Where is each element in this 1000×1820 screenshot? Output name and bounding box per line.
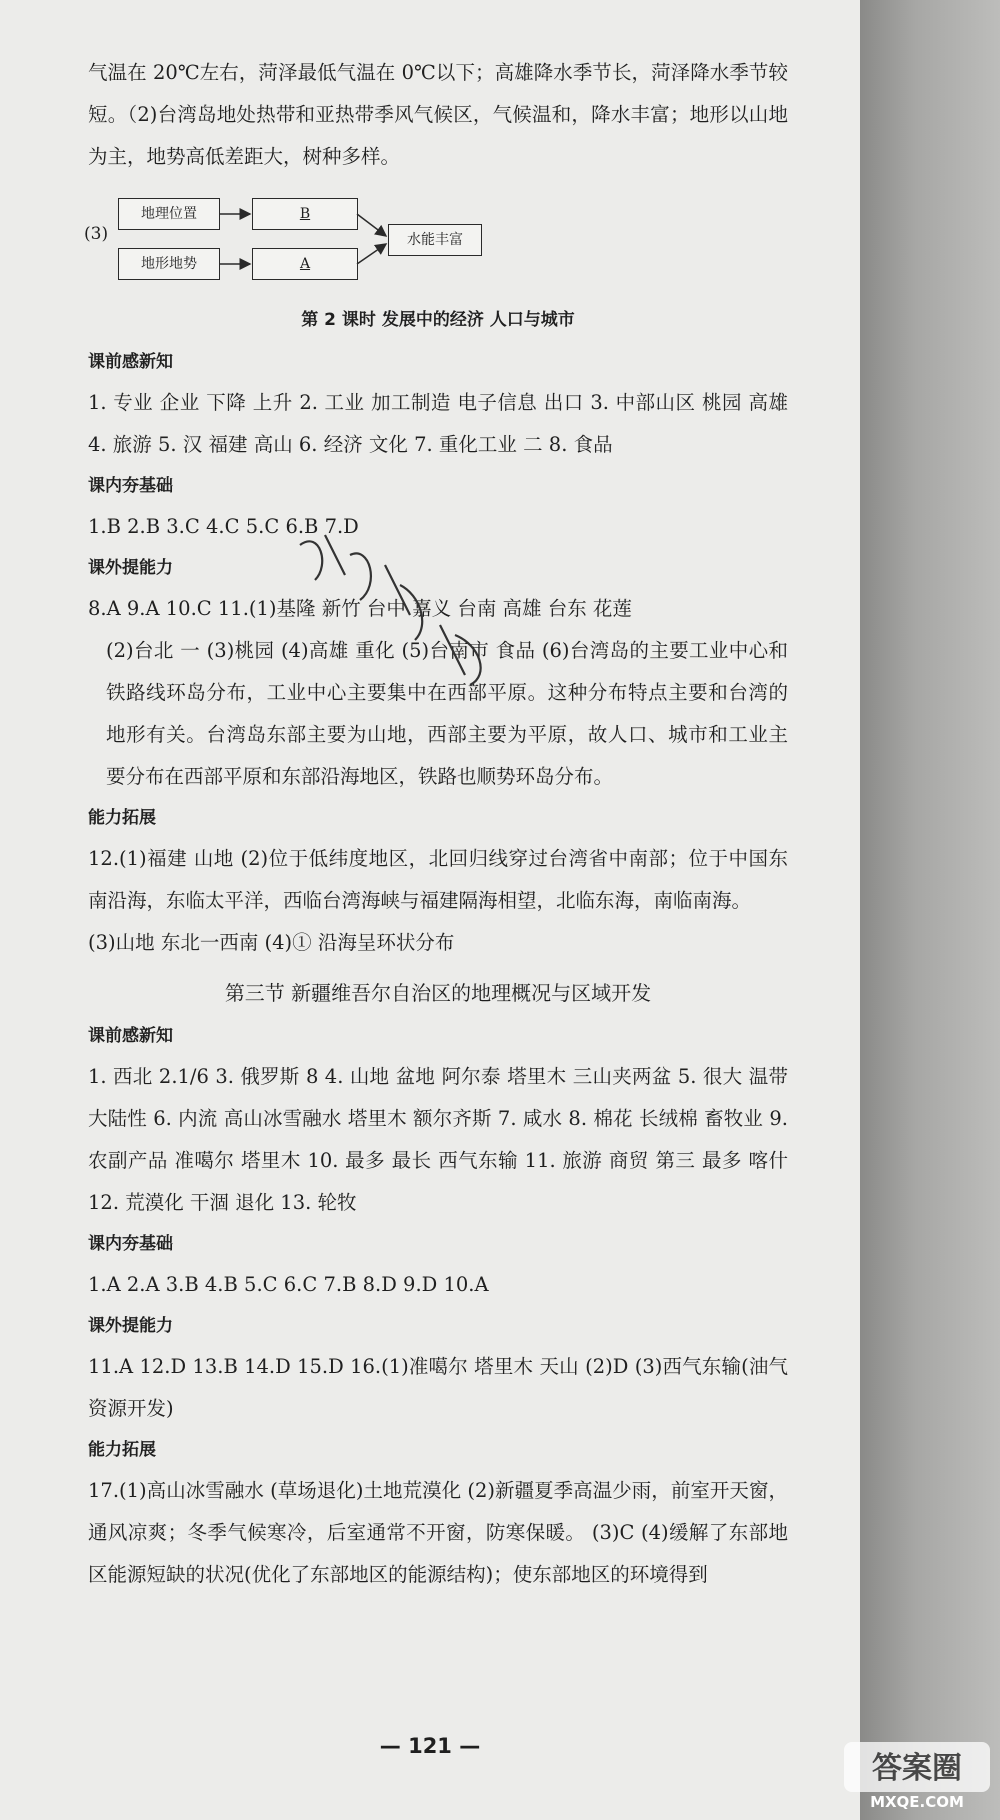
scan-edge — [860, 0, 1000, 1820]
s2-heading-basic: 课内夯基础 — [88, 1234, 173, 1254]
s2-pre-answers: 1. 西北 2.1/6 3. 俄罗斯 8 4. 山地 盆地 阿尔泰 塔里木 三山夹两盆 5. 很大 温带大陆性 6. 内流 高山冰雪融水 塔里木 额尔齐斯 7. 咸水 8. 棉花 长绒棉 畜牧业 9. 农副产品 准噶尔 塔里木 10. 最多 最长 西气东输 11. 旅游 商贸 第三 最多 喀什 12. 荒漠化 干涸 退化 13. 轮牧 — [88, 1065, 788, 1214]
arrow-4 — [357, 244, 386, 264]
s1-heading-ability: 课外提能力 — [88, 558, 173, 578]
box-geo-position: 地理位置 — [118, 198, 220, 230]
s1-extend-answers-a: 12.(1)福建 山地 (2)位于低纬度地区，北回归线穿过台湾省中南部；位于中国东南沿海，东临太平洋，西临台湾海峡与福建隔海相望，北临东海，南临南海。 — [88, 847, 788, 912]
s2-heading-extend: 能力拓展 — [88, 1440, 156, 1460]
s1-heading-extend: 能力拓展 — [88, 808, 156, 828]
s1-ability-answers-a: 8.A 9.A 10.C 11.(1)基隆 新竹 台中 嘉义 台南 高雄 台东 花莲 — [88, 597, 632, 620]
s1-heading-basic: 课内夯基础 — [88, 476, 173, 496]
s2-extend-answers: 17.(1)高山冰雪融水 (草场退化)土地荒漠化 (2)新疆夏季高温少雨，前室开天窗，通风凉爽；冬季气候寒冷，后室通常不开窗，防寒保暖。 (3)C (4)缓解了东部地区能源短缺的状况(优化了东部地区的能源结构)；使东部地区的环境得到 — [88, 1479, 788, 1586]
s1-extend-answers-b: (3)山地 东北一西南 (4)① 沿海呈环状分布 — [88, 931, 455, 954]
content — [84, 52, 788, 1596]
box-a-text: A — [299, 256, 311, 272]
s2-heading-ability: 课外提能力 — [88, 1316, 173, 1336]
watermark-logo — [842, 1740, 992, 1812]
diagram-arrows — [88, 184, 488, 294]
flow-diagram — [84, 184, 788, 294]
section3-title: 第三节 新疆维吾尔自治区的地理概况与区域开发 — [224, 981, 652, 1005]
page-number: — 121 — — [379, 1734, 481, 1758]
s1-heading-pre: 课前感新知 — [88, 352, 173, 372]
handwriting-scribble — [290, 525, 510, 695]
box-result: 水能丰富 — [388, 224, 482, 256]
watermark-text: 答案圈 — [872, 1751, 962, 1786]
s1-ability-answers-b: (2)台北 一 (3)桃园 (4)高雄 重化 (5)台南市 食品 (6)台湾岛的主要工业中心和铁路线环岛分布，工业中心主要集中在西部平原。这种分布特点主要和台湾的地形有关。台湾岛东部主要为山地，西部主要为平原，故人口、城市和工业主要分布在西部平原和东部沿海地区，铁路也顺势环岛分布。 — [106, 639, 788, 788]
lesson2-title: 第 2 课时 发展中的经济 人口与城市 — [301, 310, 575, 330]
box-b-text: B — [299, 206, 311, 222]
s2-heading-pre: 课前感新知 — [88, 1026, 173, 1046]
paragraph-top: 气温在 20℃左右，菏泽最低气温在 0℃以下；高雄降水季节长，菏泽降水季节较短。（2)台湾岛地处热带和亚热带季风气候区，气候温和，降水丰富；地形以山地为主，地势高低差距大，树种多样。 — [88, 61, 788, 168]
s2-basic-answers: 1.A 2.A 3.B 4.B 5.C 6.C 7.B 8.D 9.D 10.A — [88, 1273, 489, 1296]
diagram-label: (3) — [84, 224, 109, 244]
s1-pre-answers: 1. 专业 企业 下降 上升 2. 工业 加工制造 电子信息 出口 3. 中部山区 桃园 高雄 4. 旅游 5. 汉 福建 高山 6. 经济 文化 7. 重化工业 二 8. 食品 — [88, 391, 788, 456]
watermark-icon — [842, 1740, 992, 1812]
watermark-url: MXQE.COM — [870, 1793, 964, 1811]
arrow-3 — [357, 214, 386, 236]
s1-basic-answers: 1.B 2.B 3.C 4.C 5.C 6.B 7.D — [88, 515, 359, 538]
s2-ability-answers: 11.A 12.D 13.B 14.D 15.D 16.(1)准噶尔 塔里木 天山 (2)D (3)西气东输(油气资源开发) — [88, 1355, 788, 1420]
page-number-text: 121 — [408, 1734, 452, 1758]
box-terrain: 地形地势 — [118, 248, 220, 280]
